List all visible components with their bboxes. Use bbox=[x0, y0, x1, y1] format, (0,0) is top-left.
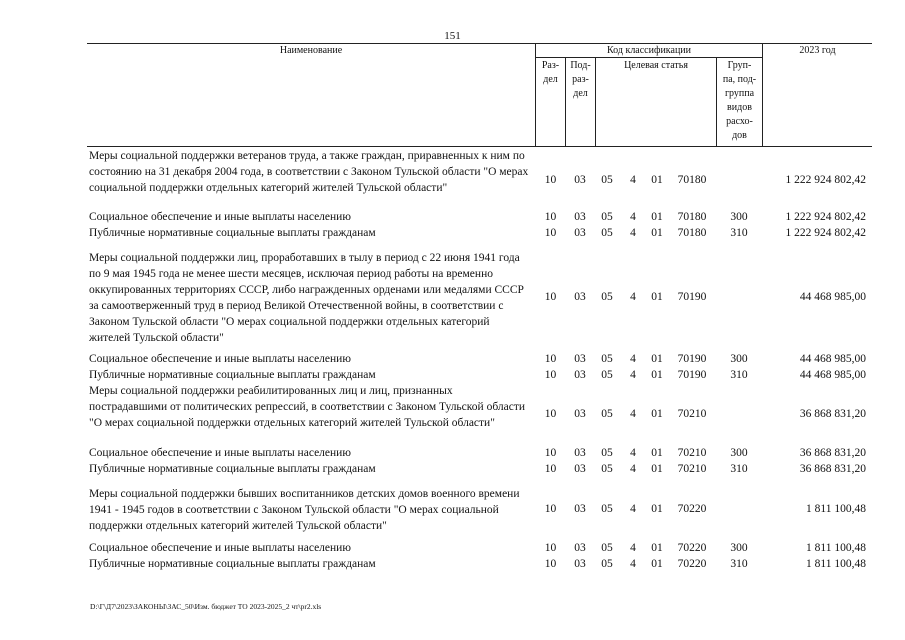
table-row bbox=[87, 250, 872, 346]
row-cs1: 05 bbox=[601, 174, 613, 186]
row-cs1: 05 bbox=[601, 353, 613, 365]
row-podrazdel: 03 bbox=[574, 463, 586, 475]
row-razdel: 10 bbox=[544, 503, 557, 515]
row-podrazdel: 03 bbox=[574, 227, 586, 239]
row-amount: 36 868 831,20 bbox=[799, 408, 866, 420]
row-cs2: 4 bbox=[630, 227, 636, 239]
row-cs4: 70180 bbox=[677, 227, 707, 239]
row-razdel: 10 bbox=[544, 408, 557, 420]
row-cs3: 01 bbox=[651, 227, 663, 239]
row-amount: 1 811 100,48 bbox=[806, 542, 866, 554]
row-cs1: 05 bbox=[601, 291, 613, 303]
table-row bbox=[87, 445, 872, 461]
row-vr: 300 bbox=[730, 542, 748, 554]
row-cs3: 01 bbox=[651, 211, 663, 223]
row-name: Социальное обеспечение и иные выплаты населению bbox=[89, 542, 351, 554]
row-cs2: 4 bbox=[630, 503, 636, 515]
row-amount: 1 222 924 802,42 bbox=[785, 211, 866, 223]
header-bottom-border bbox=[87, 146, 872, 147]
row-cs3: 01 bbox=[651, 353, 663, 365]
row-cs3: 01 bbox=[651, 503, 663, 515]
row-cs2: 4 bbox=[630, 353, 636, 365]
header-divider bbox=[762, 43, 763, 147]
row-cs4: 70220 bbox=[677, 503, 707, 515]
row-cs4: 70220 bbox=[677, 542, 707, 554]
row-cs3: 01 bbox=[651, 369, 663, 381]
row-cs1: 05 bbox=[601, 447, 613, 459]
row-cs4: 70210 bbox=[677, 408, 707, 420]
row-amount: 36 868 831,20 bbox=[799, 447, 866, 459]
row-vr: 300 bbox=[730, 447, 748, 459]
row-vr: 310 bbox=[730, 369, 748, 381]
row-podrazdel: 03 bbox=[574, 369, 586, 381]
row-name: Социальное обеспечение и иные выплаты населению bbox=[89, 211, 351, 223]
row-amount: 36 868 831,20 bbox=[799, 463, 866, 475]
row-cs2: 4 bbox=[630, 463, 636, 475]
row-cs3: 01 bbox=[651, 408, 663, 420]
table-row bbox=[87, 351, 872, 367]
row-cs2: 4 bbox=[630, 174, 636, 186]
row-cs2: 4 bbox=[630, 291, 636, 303]
row-cs2: 4 bbox=[630, 369, 636, 381]
row-cs3: 01 bbox=[651, 542, 663, 554]
row-name: Меры социальной поддержки бывших воспитанников детских домов военного времени 1941 - 1945 годов в соответствии с Законом Тульской области "О мерах социальной поддержки отдельных категорий жителей Тульской области" bbox=[89, 488, 520, 532]
row-cs1: 05 bbox=[601, 463, 613, 475]
row-amount: 1 811 100,48 bbox=[806, 558, 866, 570]
row-cs2: 4 bbox=[630, 211, 636, 223]
row-razdel: 10 bbox=[544, 174, 557, 186]
row-podrazdel: 03 bbox=[574, 503, 586, 515]
row-cs4: 70220 bbox=[677, 558, 707, 570]
row-amount: 44 468 985,00 bbox=[799, 369, 866, 381]
table-row bbox=[87, 540, 872, 556]
table-row bbox=[87, 486, 872, 534]
header-year: 2023 год bbox=[799, 45, 836, 56]
table-header bbox=[87, 43, 872, 147]
row-razdel: 10 bbox=[544, 227, 557, 239]
row-name: Публичные нормативные социальные выплаты гражданам bbox=[89, 558, 376, 570]
header-section: Раз- дел bbox=[541, 60, 560, 85]
row-vr: 310 bbox=[730, 558, 748, 570]
row-podrazdel: 03 bbox=[574, 291, 586, 303]
row-name: Меры социальной поддержки ветеранов труда, а также граждан, приравненных к ним по состоянию на 31 декабря 2004 года, в соответствии с Законом Тульской области "О мерах социальной поддержки отдельных категорий жителей Тульской области" bbox=[89, 150, 529, 194]
row-podrazdel: 03 bbox=[574, 174, 586, 186]
row-cs1: 05 bbox=[601, 542, 613, 554]
row-cs1: 05 bbox=[601, 503, 613, 515]
row-name: Публичные нормативные социальные выплаты гражданам bbox=[89, 369, 376, 381]
row-podrazdel: 03 bbox=[574, 542, 586, 554]
row-vr: 300 bbox=[730, 211, 748, 223]
row-cs2: 4 bbox=[630, 447, 636, 459]
row-cs4: 70190 bbox=[677, 369, 707, 381]
row-amount: 1 811 100,48 bbox=[806, 503, 866, 515]
row-cs2: 4 bbox=[630, 542, 636, 554]
table-row bbox=[87, 556, 872, 572]
row-razdel: 10 bbox=[544, 211, 557, 223]
row-cs3: 01 bbox=[651, 174, 663, 186]
file-path-footer: D:\Г\Д7\2023\ЗАКОНЫ\ЗАС_50\Изм. бюджет ТО 2023-2025_2 чт\pr2.xls bbox=[90, 602, 322, 611]
row-podrazdel: 03 bbox=[574, 447, 586, 459]
row-name: Меры социальной поддержки лиц, проработавших в тылу в период с 22 июня 1941 года по 9 мая 1945 года не менее шести месяцев, исключая период работы на временно оккупированных территориях СССР, либо награжденных орденами или медалями СССР за самоотверженный труд в период Великой Отечественной войны, в соответствии с Законом Тульской области "О мерах социальной поддержки отдельных категорий жителей Тульской области" bbox=[89, 252, 524, 344]
header-classification: Код классификации bbox=[606, 45, 692, 56]
header-target-article: Целевая статья bbox=[624, 60, 688, 71]
row-name: Социальное обеспечение и иные выплаты населению bbox=[89, 447, 351, 459]
page-number: 151 bbox=[444, 30, 461, 42]
row-cs3: 01 bbox=[651, 447, 663, 459]
row-cs3: 01 bbox=[651, 558, 663, 570]
row-podrazdel: 03 bbox=[574, 558, 586, 570]
row-cs3: 01 bbox=[651, 463, 663, 475]
row-cs4: 70210 bbox=[677, 463, 707, 475]
row-vr: 310 bbox=[730, 227, 748, 239]
row-razdel: 10 bbox=[544, 542, 557, 554]
row-razdel: 10 bbox=[544, 369, 557, 381]
row-amount: 44 468 985,00 bbox=[799, 353, 866, 365]
row-vr: 310 bbox=[730, 463, 748, 475]
row-cs1: 05 bbox=[601, 408, 613, 420]
row-name: Социальное обеспечение и иные выплаты населению bbox=[89, 353, 351, 365]
row-amount: 1 222 924 802,42 bbox=[785, 174, 866, 186]
row-cs1: 05 bbox=[601, 227, 613, 239]
row-razdel: 10 bbox=[544, 447, 557, 459]
table-row bbox=[87, 209, 872, 225]
row-name: Публичные нормативные социальные выплаты гражданам bbox=[89, 463, 376, 475]
row-cs4: 70210 bbox=[677, 447, 707, 459]
row-cs4: 70180 bbox=[677, 211, 707, 223]
row-cs4: 70190 bbox=[677, 291, 707, 303]
row-cs1: 05 bbox=[601, 369, 613, 381]
row-podrazdel: 03 bbox=[574, 408, 586, 420]
row-name: Публичные нормативные социальные выплаты гражданам bbox=[89, 227, 376, 239]
row-podrazdel: 03 bbox=[574, 211, 586, 223]
header-subsection: Под- раз- дел bbox=[570, 60, 591, 99]
row-name: Меры социальной поддержки реабилитированных лиц и лиц, признанных пострадавшими от политических репрессий, в соответствии с Законом Тульской области "О мерах социальной поддержки отдельных категорий жителей Тульской области" bbox=[89, 385, 526, 429]
table-row bbox=[87, 225, 872, 241]
table-row bbox=[87, 148, 872, 212]
table-row bbox=[87, 461, 872, 477]
row-cs4: 70190 bbox=[677, 353, 707, 365]
row-cs2: 4 bbox=[630, 558, 636, 570]
row-amount: 44 468 985,00 bbox=[799, 291, 866, 303]
header-name: Наименование bbox=[279, 45, 343, 56]
row-razdel: 10 bbox=[544, 558, 557, 570]
row-cs1: 05 bbox=[601, 558, 613, 570]
row-cs2: 4 bbox=[630, 408, 636, 420]
row-cs4: 70180 bbox=[677, 174, 707, 186]
row-podrazdel: 03 bbox=[574, 353, 586, 365]
row-cs3: 01 bbox=[651, 291, 663, 303]
row-cs1: 05 bbox=[601, 211, 613, 223]
header-expense-group: Груп- па, под- группа видов расхо- дов bbox=[722, 60, 757, 141]
table-row bbox=[87, 383, 872, 447]
row-vr: 300 bbox=[730, 353, 748, 365]
row-amount: 1 222 924 802,42 bbox=[785, 227, 866, 239]
table-row bbox=[87, 367, 872, 383]
row-razdel: 10 bbox=[544, 463, 557, 475]
row-razdel: 10 bbox=[544, 353, 557, 365]
row-razdel: 10 bbox=[544, 291, 557, 303]
